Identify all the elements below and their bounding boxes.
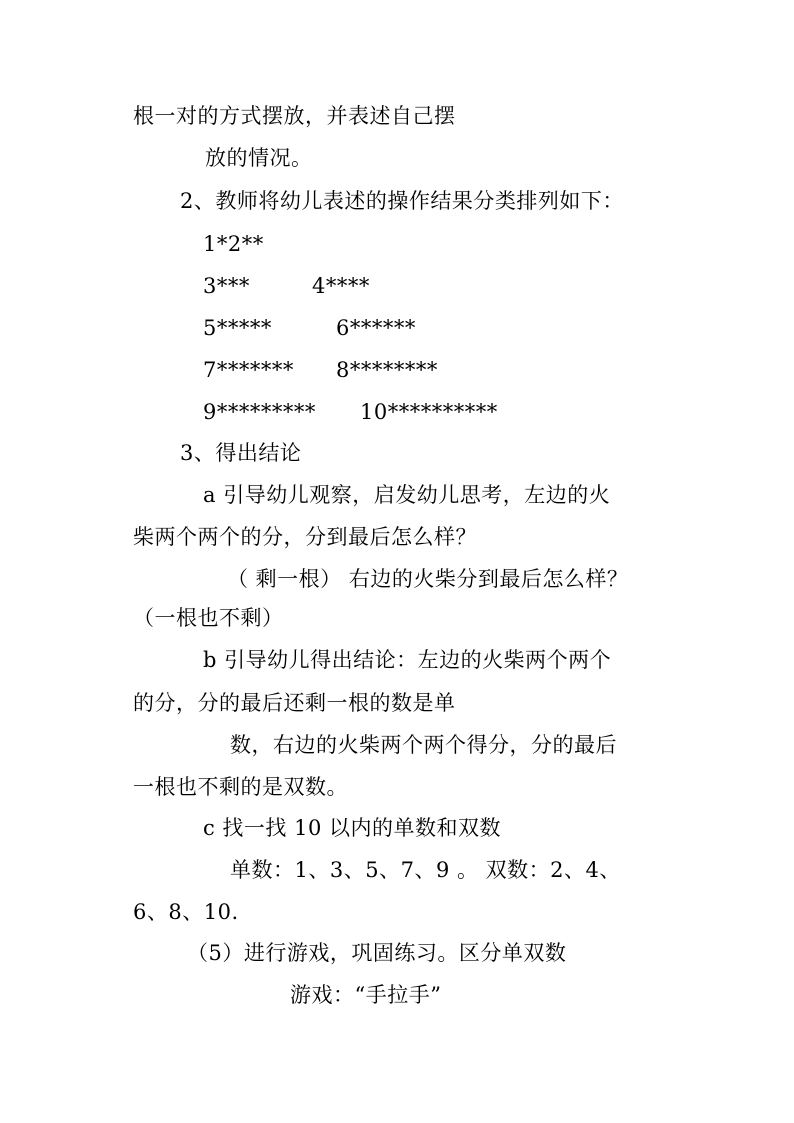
step-3-heading: 3、得出结论 [180,441,302,465]
text-line: 一根也不剩的是双数。 [133,775,348,799]
text-line: 柴两个两个的分，分到最后怎么样？ [133,525,477,549]
text-line: 放的情况。 [205,146,313,170]
pattern-5: 5***** [203,316,272,340]
text-line: （ 剩一根） 右边的火柴分到最后怎么样？ [227,567,629,591]
pattern-9: 9********* [203,400,316,424]
step-5-heading: （5）进行游戏，巩固练习。区分单双数 [187,941,567,965]
pattern-1-2: 1*2** [203,232,264,256]
text-line: 单数：1、3、5、7、9 。 双数：2、4、 [230,858,621,882]
text-line: （一根也不剩） [133,606,284,630]
pattern-4: 4**** [312,274,370,298]
text-line: b 引导幼儿得出结论：左边的火柴两个两个 [203,648,612,672]
text-line: 6、8、10. [133,900,239,924]
text-line: 的分，分的最后还剩一根的数是单 [133,691,456,715]
step-2-heading: 2、教师将幼儿表述的操作结果分类排列如下： [180,189,624,213]
pattern-6: 6****** [336,316,416,340]
pattern-8: 8******** [336,358,438,382]
text-line: 根一对的方式摆放，并表述自己摆 [133,104,456,128]
pattern-7: 7******* [203,358,294,382]
text-line: 数，右边的火柴两个两个得分，分的最后 [230,733,617,757]
game-title: 游戏：“手拉手” [290,983,442,1007]
text-line: c 找一找 10 以内的单数和双数 [203,816,502,840]
text-line: a 引导幼儿观察，启发幼儿思考，左边的火 [203,483,611,507]
pattern-10: 10********** [360,400,498,424]
pattern-3: 3*** [203,274,250,298]
